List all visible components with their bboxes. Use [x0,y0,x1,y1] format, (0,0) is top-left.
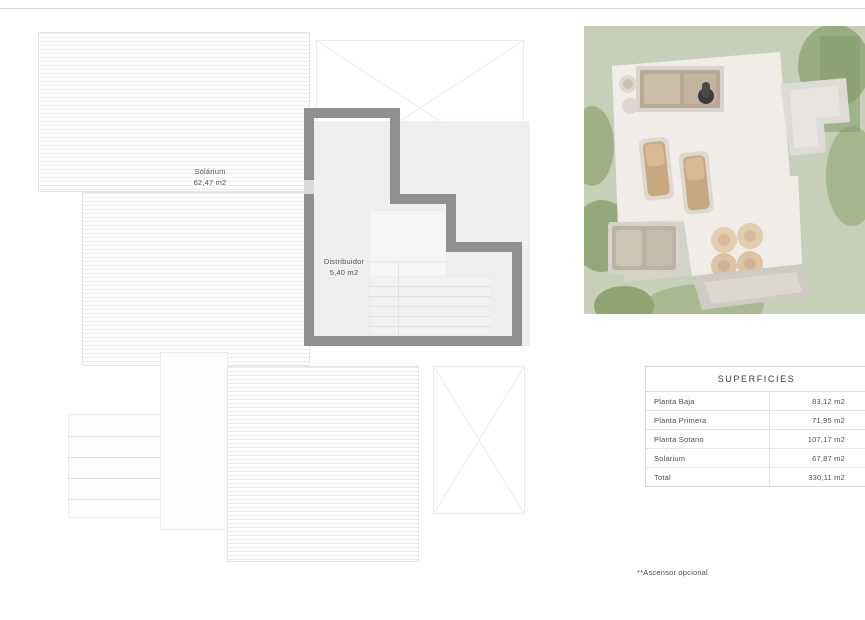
surface-label-planta-primera: Planta Primera [646,411,770,430]
room-label-distribuidor-area: 5,40 m2 [329,268,359,277]
table-row [646,430,865,449]
wall-bottom-horizontal [304,336,522,346]
surface-value-planta-primera: 71,95 m2 [770,411,865,430]
room-label-distribuidor [284,256,404,278]
surface-label-planta-baja: Planta Baja [646,392,770,411]
lower-left-room-line-3 [68,478,164,479]
wall-left-vertical [304,108,314,346]
table-row [646,449,865,468]
aerial-render-image [584,26,865,314]
surface-value-planta-baja: 83,12 m2 [770,392,865,411]
wall-right-vertical [512,242,522,346]
room-label-solarium-name: Solárium [194,167,226,176]
wall-step-horizontal [446,242,522,252]
footnote-elevator: **Ascensor opcional [637,568,708,577]
header-divider [0,8,865,9]
table-row [646,411,865,430]
floor-plan-drawing [0,14,560,594]
surfaces-title: SUPERFICIES [646,367,865,392]
room-label-distribuidor-name: Distribuidor [323,257,365,266]
surface-label-planta-sotano: Planta Sotano [646,430,770,449]
lower-left-room-line-4 [68,499,164,500]
table-row [646,468,865,487]
room-label-solarium [150,166,270,188]
wall-right-upper-vertical [390,108,400,204]
solarium-slab-mid [82,192,310,366]
lower-terrace-slab [227,366,419,562]
surface-value-total: 330,11 m2 [808,472,845,482]
wall-door-opening [304,180,314,194]
stair-step-4 [369,316,491,317]
inner-panel-a [369,210,447,262]
void-lower-right [433,366,525,514]
lower-left-room-line-1 [68,436,164,437]
lower-left-outer-outline [160,352,228,530]
stair-step-3 [369,306,491,307]
surfaces-table [645,366,865,487]
room-label-solarium-area: 62,47 m2 [193,178,227,187]
surface-label-solarium: Solarium [646,449,770,468]
stair-step-1 [369,286,491,287]
wall-top-horizontal [304,108,400,118]
lower-left-room-outline [68,414,164,518]
surface-value-planta-sotano: 107,17 m2 [770,430,865,449]
stair-step-5 [369,326,491,327]
table-row [646,392,865,411]
surface-label-total: Total [646,468,770,487]
stair-step-2 [369,296,491,297]
surface-value-solarium: 67,87 m2 [770,449,865,468]
lower-left-room-line-2 [68,457,164,458]
